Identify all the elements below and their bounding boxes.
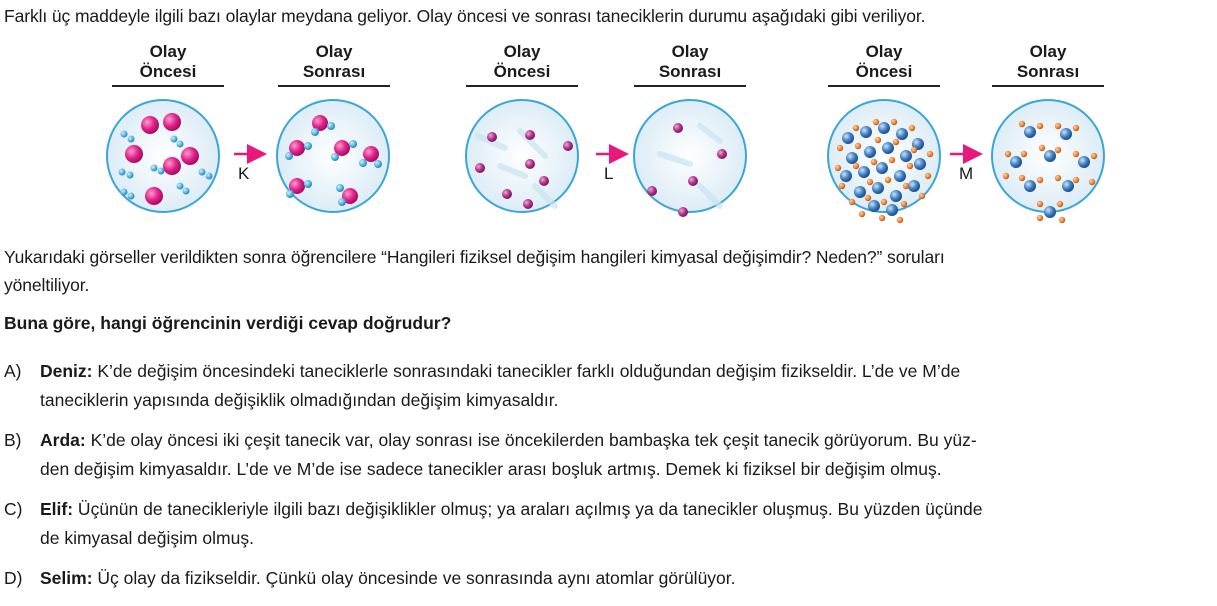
paragraph-line-1: Yukarıdaki görseller verildikten sonra öğrencilere “Hangileri fiziksel değişim hangileri kimyasal değişimdir? Neden?” soruları — [4, 247, 945, 267]
header-m-after: Olay Sonrası — [992, 42, 1104, 87]
header-k-before: Olay Öncesi — [112, 42, 224, 87]
option-letter: A) — [4, 361, 22, 381]
header-l-before: Olay Öncesi — [466, 42, 578, 87]
option-line-1: K’de olay öncesi iki çeşit tanecik var, olay sonrası ise öncekilerden bambaşka tek çeşit tanecik görüyorum. Bu yüz- — [85, 430, 977, 450]
option-line-2: den değişim kimyasaldır. L’de ve M’de ise sadece tanecikler arası boşluk artmış. Demek ki fiziksel bir değişim olmuş. — [40, 459, 942, 479]
header-m-before: Olay Öncesi — [828, 42, 940, 87]
label-m: M — [959, 164, 974, 183]
student-name: Arda: — [40, 430, 86, 450]
label-k: K — [238, 164, 250, 183]
option-line-2: de kimyasal değişim olmuş. — [40, 528, 254, 548]
option-line-1: K’de değişim öncesindeki taneciklerle sonrasındaki tanecikler farklı olduğundan değişim fizikseldir. L’de ve M’de — [92, 361, 961, 381]
paragraph-line-2: yöneltiliyor. — [4, 275, 90, 295]
student-name: Selim: — [40, 568, 93, 588]
intro-text: Farklı üç maddeyle ilgili bazı olaylar meydana geliyor. Olay öncesi ve sonrası taneciklerin durumu aşağıdaki gibi veriliyor. — [4, 6, 926, 26]
student-name: Deniz: — [40, 361, 93, 381]
student-name: Elif: — [40, 499, 74, 519]
header-l-after: Olay Sonrası — [634, 42, 746, 87]
header-k-after: Olay Sonrası — [278, 42, 390, 87]
option-letter: B) — [4, 430, 22, 450]
option-line-1: Üçünün de tanecikleriyle ilgili bazı değişiklikler olmuş; ya araları açılmış ya da tanecikler oluşmuş. Bu yüzden üçünde — [73, 499, 983, 519]
particle-figure — [0, 36, 1217, 226]
figure-drawing — [0, 36, 1217, 226]
label-l: L — [604, 164, 614, 183]
question-text: Buna göre, hangi öğrencinin verdiği cevap doğrudur? — [4, 313, 452, 333]
circle-l-before — [466, 100, 578, 212]
option-line-2: taneciklerin yapısında değişiklik olmadığından değişim kimyasaldır. — [40, 390, 559, 410]
option-letter: C) — [4, 499, 23, 519]
option-line-1: Üç olay da fizikseldir. Çünkü olay öncesinde ve sonrasında aynı atomlar görülüyor. — [92, 568, 736, 588]
option-letter: D) — [4, 568, 23, 588]
